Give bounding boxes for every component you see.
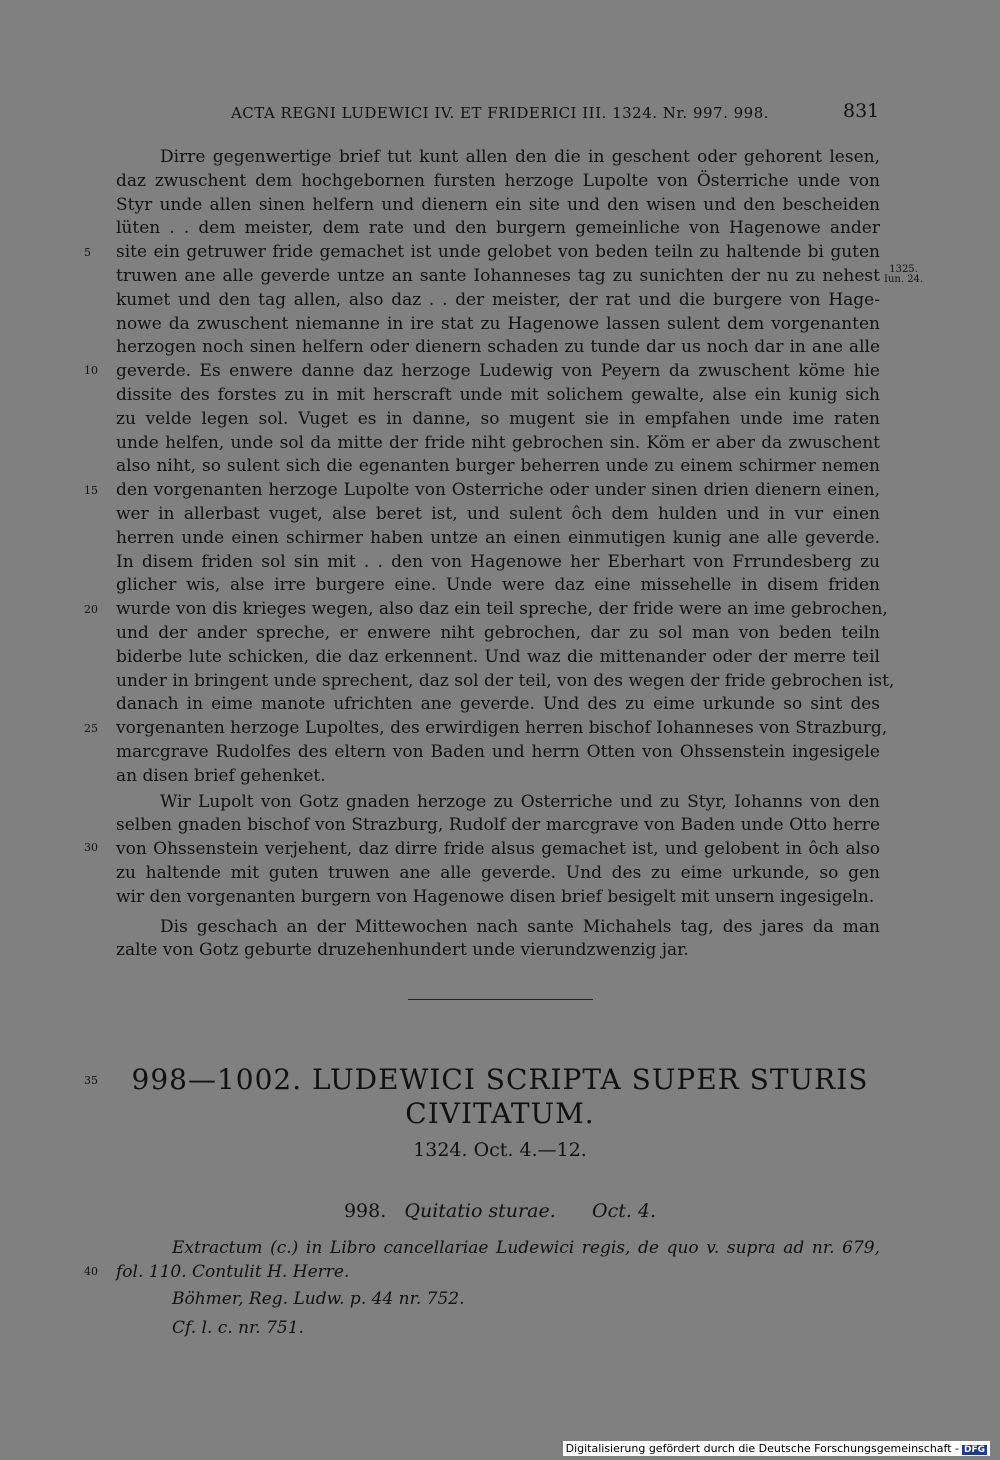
body-line: glicher wis, alse irre burgere eine. Unde were daz eine missehelle in disem friden xyxy=(116,575,880,596)
body-line: an disen brief gehenket. xyxy=(116,765,326,786)
document-date: Oct. 4. xyxy=(592,1200,657,1222)
body-line: danach in eime manote ufrichten ane geverde. Und des zu eime urkunde so sint des xyxy=(116,694,880,715)
line-number: 20 xyxy=(84,603,98,616)
document-title: Quitatio sturae. xyxy=(404,1200,556,1222)
body-line: site ein getruwer fride gemachet ist unde gelobet von beden teiln zu haltende bi guten xyxy=(116,242,880,263)
line-number: 25 xyxy=(84,722,98,735)
margin-date xyxy=(884,265,923,285)
body-line: In disem friden sol sin mit . . den von Hagenowe her Eberhart von Frrundesberg zu xyxy=(116,551,880,572)
body-line: kumet und den tag allen, also daz . . der meister, der rat und die burgere von Hage- xyxy=(116,289,880,310)
body-line: und der ander spreche, er enwere niht gebrochen, dar zu sol man von beden teiln xyxy=(116,623,880,643)
separator-rule xyxy=(408,999,593,1000)
margin-date-day: Iun. 24. xyxy=(884,274,924,285)
body-line: under in bringent unde sprechent, daz sol der teil, von des wegen der fride gebrochen ist, xyxy=(116,670,895,691)
body-line: selben gnaden bischof von Strazburg, Rudolf der marcgrave von Baden unde Otto herre xyxy=(116,815,880,836)
body-line: Dirre gegenwertige brief tut kunt allen den die in geschent oder gehorent lesen, xyxy=(160,147,880,167)
body-line: vorgenanten herzoge Lupoltes, des erwirdigen herren bischof Iohanneses von Strazburg, xyxy=(116,718,888,739)
footer-credit xyxy=(563,1441,990,1456)
running-header: ACTA REGNI LUDEWICI IV. ET FRIDERICI III. 1324. Nr. 997. 998. xyxy=(230,104,770,122)
margin-date-year: 1325. xyxy=(889,264,918,275)
line-number: 40 xyxy=(84,1265,98,1278)
section-title: 998—1002. LUDEWICI SCRIPTA SUPER STURIS xyxy=(131,1063,869,1096)
document-heading xyxy=(0,1200,1000,1222)
body-line: zu haltende mit guten truwen ane alle geverde. Und des zu eime urkunde, so gen xyxy=(116,863,880,883)
body-line: Styr unde allen sinen helfern und dienern ein site und den wisen und den bescheiden xyxy=(116,194,880,215)
body-line: unde helfen, unde sol da mitte der fride niht gebrochen sin. Köm er aber da zwuschent xyxy=(116,432,880,453)
body-line: truwen ane alle geverde untze an sante Iohanneses tag zu sunichten der nu zu nehest xyxy=(116,266,880,286)
line-number: 15 xyxy=(84,484,98,497)
body-line: wurde von dis krieges wegen, also daz ein teil spreche, der fride were an ime gebrochen, xyxy=(116,599,888,620)
section-title-continued: CIVITATUM. xyxy=(405,1097,595,1130)
source-note: Extractum (c.) in Libro cancellariae Ludewici regis, de quo v. supra ad nr. 679, xyxy=(172,1238,880,1258)
line-number: 10 xyxy=(84,364,98,377)
body-line: wer in allerbast vuget, alse beret ist, und sulent ôch dem hulden und in vur einen xyxy=(116,504,880,524)
body-line: herzogen noch sinen helfern oder dienern schaden zu tunde dar us noch dar in ane alle xyxy=(116,337,880,358)
document-number: 998. xyxy=(343,1200,387,1222)
footer-text: Digitalisierung gefördert durch die Deutsche Forschungsgemeinschaft - xyxy=(565,1442,959,1455)
body-line: biderbe lute schicken, die daz erkennent. Und waz die mittenander oder der merre teil xyxy=(116,646,880,667)
body-line: dissite des forstes zu in mit herscraft unde mit solichem gewalte, alse ein kunig sich xyxy=(116,385,880,405)
source-note: Böhmer, Reg. Ludw. p. 44 nr. 752. xyxy=(172,1289,465,1309)
line-number: 35 xyxy=(84,1074,98,1087)
source-note: Cf. l. c. nr. 751. xyxy=(172,1318,304,1338)
line-number: 30 xyxy=(84,841,98,854)
body-line: herren unde einen schirmer haben untze an einen einmutigen kunig ane alle geverde. xyxy=(116,527,880,548)
body-line: den vorgenanten herzoge Lupolte von Osterriche oder under sinen drien dienern einen, xyxy=(116,480,880,501)
body-line: geverde. Es enwere danne daz herzoge Ludewig von Peyern da zwuschent köme hie xyxy=(116,361,880,382)
body-line: daz zwuschent dem hochgebornen fursten herzoge Lupolte von Österriche unde von xyxy=(116,170,880,191)
page-number: 831 xyxy=(843,100,880,122)
section-date-range: 1324. Oct. 4.—12. xyxy=(413,1139,587,1161)
line-number: 5 xyxy=(84,246,91,259)
body-line: wir den vorgenanten burgern von Hagenowe disen brief besigelt mit unsern ingesigeln. xyxy=(116,886,875,907)
dfg-logo: DFG xyxy=(963,1445,985,1455)
body-line: lüten . . dem meister, dem rate und den burgern gemeinliche von Hagenowe ander xyxy=(116,218,880,239)
body-line: marcgrave Rudolfes des eltern von Baden und herrn Otten von Ohssenstein ingesigele xyxy=(116,742,880,762)
body-line: Dis geschach an der Mittewochen nach sante Michahels tag, des jares da man xyxy=(160,916,880,937)
body-line: von Ohssenstein verjehent, daz dirre fride alsus gemachet ist, und gelobent in ôch also xyxy=(116,839,880,860)
body-line: also niht, so sulent sich die egenanten burger beherren unde zu einem schirmer nemen xyxy=(116,456,880,477)
body-line: zalte von Gotz geburte druzehenhundert unde vierundzwenzig jar. xyxy=(116,940,689,961)
body-line: nowe da zwuschent niemanne in ire stat zu Hagenowe lassen sulent dem vorgenanten xyxy=(116,313,880,334)
body-line: zu velde legen sol. Vuget es in danne, so mugent sie in empfahen unde ime raten xyxy=(116,408,880,429)
source-note: fol. 110. Contulit H. Herre. xyxy=(116,1262,350,1282)
body-line: Wir Lupolt von Gotz gnaden herzoge zu Osterriche und zu Styr, Iohanns von den xyxy=(160,791,880,812)
